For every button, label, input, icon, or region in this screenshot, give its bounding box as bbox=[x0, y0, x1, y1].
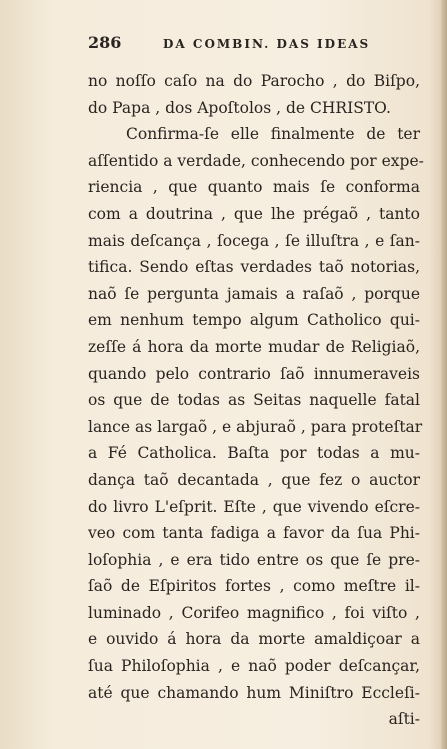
catchword: aſti- bbox=[388, 710, 420, 729]
text-line: e ouvido á hora da morte amaldiçoar a bbox=[88, 630, 420, 649]
text-line: do Papa , dos Apoſtolos , de CHRISTO. bbox=[88, 98, 391, 117]
text-line: em nenhum tempo algum Catholico qui- bbox=[88, 311, 420, 330]
text-line: até que chamando hum Miniſtro Eccleſi- bbox=[88, 683, 420, 702]
body-text bbox=[88, 68, 424, 733]
text-line: Confirma-ſe elle finalmente de ter bbox=[126, 125, 420, 144]
text-line: ſaõ de Eſpiritos fortes , como meſtre il- bbox=[88, 577, 420, 596]
text-line: naõ ſe pergunta jamais a raſaõ , porque bbox=[88, 284, 420, 303]
text-line: a Fé Catholica. Baſta por todas a mu- bbox=[88, 444, 420, 463]
text-line: do livro L'eſprit. Eſte , que vivendo eſcre- bbox=[88, 497, 420, 516]
text-line: veo com tanta fadiga a favor da ſua Phi- bbox=[88, 524, 420, 543]
text-line: ſua Philoſophia , e naõ poder deſcançar, bbox=[88, 657, 420, 676]
page-number: 286 bbox=[88, 33, 122, 52]
text-line: mais deſcança , ſocega , ſe illuſtra , e ſan- bbox=[88, 231, 420, 250]
text-line: dança taõ decantada , que fez o auctor bbox=[88, 470, 420, 489]
text-line: quando pelo contrario ſaõ innumeraveis bbox=[88, 364, 420, 383]
text-line: riencia , que quanto mais ſe conforma bbox=[88, 178, 420, 197]
text-line: aſſentido a verdade, conhecendo por expe- bbox=[88, 151, 424, 170]
text-line: tifica. Sendo eſtas verdades taõ notorias, bbox=[88, 258, 420, 277]
text-line: luminado , Corifeo magnifico , foi viſto , bbox=[88, 603, 420, 622]
text-line: no noſſo caſo na do Parocho , do Biſpo, bbox=[88, 72, 420, 90]
text-line: os que de todas as Seitas naquelle fatal bbox=[88, 391, 420, 410]
text-line: com a doutrina , que lhe prégaõ , tanto bbox=[88, 204, 420, 223]
running-head: DA COMBIN. DAS IDEAS bbox=[163, 37, 371, 51]
text-line: lance as largaõ , e abjuraõ , para proteſtar bbox=[88, 417, 423, 436]
text-line: zeſſe á hora da morte mudar de Religiaõ, bbox=[88, 337, 420, 356]
text-line: loſophia , e era tido entre os que ſe pre- bbox=[88, 550, 420, 569]
page-edge-shadow bbox=[441, 0, 447, 749]
